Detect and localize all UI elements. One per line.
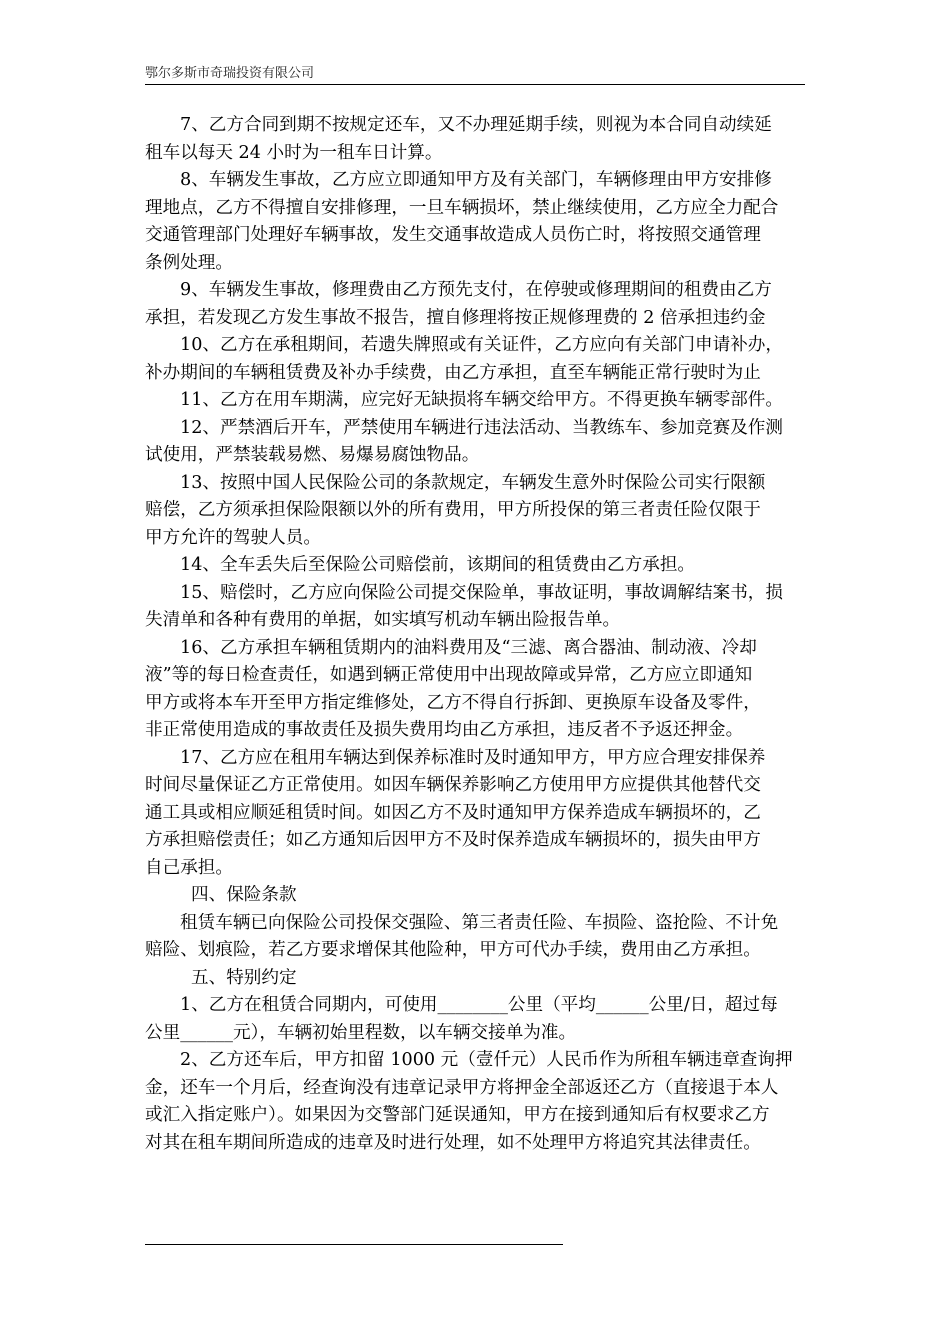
text-line: 赔偿，乙方须承担保险限额以外的所有费用，甲方所投保的第三者责任险仅限于 (145, 500, 761, 520)
text-line: 租车以每天 24 小时为一租车日计算。 (145, 142, 443, 163)
page-header (145, 62, 805, 85)
text-line: 14、全车丢失后至保险公司赔偿前，该期间的租赁费由乙方承担。 (180, 555, 696, 575)
clause-10 (145, 332, 809, 387)
clause-7 (145, 112, 809, 167)
text-line: 甲方允许的驾驶人员。 (145, 527, 321, 548)
text-line: 甲方或将本车开至甲方指定维修处，乙方不得自行拆卸、更换原车设备及零件， (145, 692, 761, 713)
text-line: 或汇入指定账户）。如果因为交警部门延误通知，甲方在接到通知后有权要求乙方 (145, 1105, 770, 1125)
text-line: 15、赔偿时，乙方应向保险公司提交保险单，事故证明，事故调解结案书，损 (180, 582, 783, 603)
clause-13 (145, 470, 809, 553)
document-body (145, 112, 809, 1157)
text-line: 2、乙方还车后，甲方扣留 1000 元（壹仟元）人民币作为所租车辆违章查询押 (180, 1050, 793, 1070)
clause-11 (145, 387, 809, 415)
text-line: 条例处理。 (145, 252, 233, 273)
text-line: 失清单和各种有费用的单据，如实填写机动车辆出险报告单。 (145, 610, 621, 630)
text-line: 自己承担。 (145, 857, 233, 878)
text-line: 10、乙方在承租期间，若遗失牌照或有关证件，乙方应向有关部门申请补办， (180, 335, 783, 355)
text-line: 12、严禁酒后开车，严禁使用车辆进行违法活动、当教练车、参加竞赛及作测 (180, 417, 783, 438)
text-line: 承担，若发现乙方发生事故不报告，擅自修理将按正规修理费的 2 倍承担违约金 (145, 307, 766, 328)
text-line: 金，还车一个月后，经查询没有违章记录甲方将押金全部返还乙方（直接退于本人 (145, 1077, 779, 1098)
text-line: 方承担赔偿责任；如乙方通知后因甲方不及时保养造成车辆损坏的，损失由甲方 (145, 830, 761, 850)
text-line: 1、乙方在租赁合同期内，可使用________公里（平均______公里/日，超过每 (180, 995, 778, 1015)
special-clause-2 (145, 1047, 809, 1157)
text-line: 时间尽量保证乙方正常使用。如因车辆保养影响乙方使用甲方应提供其他替代交 (145, 775, 761, 795)
clause-8 (145, 167, 809, 277)
text-line: 交通管理部门处理好车辆事故，发生交通事故造成人员伤亡时，将按照交通管理 (145, 225, 761, 245)
text-line: 17、乙方应在租用车辆达到保养标准时及时通知甲方，甲方应合理安排保养 (180, 747, 766, 768)
clause-9 (145, 277, 809, 332)
text-line: 液”等的每日检查责任，如遇到辆正常使用中出现故障或异常，乙方应立即通知 (145, 665, 753, 685)
text-line: 11、乙方在用车期满，应完好无缺损将车辆交给甲方。不得更换车辆零部件。 (180, 390, 783, 410)
section-title: 五、特别约定 (191, 967, 297, 988)
clause-12 (145, 415, 809, 470)
text-line: 通工具或相应顺延租赁时间。如因乙方不及时通知甲方保养造成车辆损坏的，乙 (145, 802, 761, 823)
section-5-heading (145, 965, 809, 993)
clause-15 (145, 580, 809, 635)
clause-17 (145, 745, 809, 883)
footer-divider (145, 1244, 563, 1245)
section-title: 四、保险条款 (191, 885, 297, 905)
text-line: 16、乙方承担车辆租赁期内的油料费用及“三滤、离合器油、制动液、冷却 (180, 637, 757, 658)
text-line: 13、按照中国人民保险公司的条款规定，车辆发生意外时保险公司实行限额 (180, 472, 766, 493)
section-4-heading (145, 882, 809, 910)
clause-16 (145, 635, 809, 745)
clause-14 (145, 552, 809, 580)
text-line: 补办期间的车辆租赁费及补办手续费，由乙方承担，直至车辆能正常行驶时为止 (145, 362, 761, 383)
text-line: 赔险、划痕险，若乙方要求增保其他险种，甲方可代办手续，费用由乙方承担。 (145, 940, 761, 960)
special-clause-1 (145, 992, 809, 1047)
text-line: 理地点，乙方不得擅自安排修理，一旦车辆损坏，禁止继续使用，乙方应全力配合 (145, 197, 779, 218)
text-line: 公里______元），车辆初始里程数，以车辆交接单为准。 (145, 1022, 577, 1043)
text-line: 对其在租车期间所造成的违章及时进行处理，如不处理甲方将追究其法律责任。 (145, 1132, 761, 1153)
text-line: 9、车辆发生事故，修理费由乙方预先支付，在停驶或修理期间的租费由乙方 (180, 280, 772, 300)
section-4-body (145, 910, 809, 965)
text-line: 租赁车辆已向保险公司投保交强险、第三者责任险、车损险、盗抢险、不计免 (180, 912, 779, 933)
text-line: 8、车辆发生事故，乙方应立即通知甲方及有关部门，车辆修理由甲方安排修 (180, 170, 772, 190)
text-line: 非正常使用造成的事故责任及损失费用均由乙方承担，违反者不予返还押金。 (145, 720, 744, 740)
text-line: 试使用，严禁装载易燃、易爆易腐蚀物品。 (145, 445, 480, 465)
company-name: 鄂尔多斯市奇瑞投资有限公司 (145, 66, 315, 81)
text-line: 7、乙方合同到期不按规定还车，又不办理延期手续，则视为本合同自动续延 (180, 115, 772, 135)
